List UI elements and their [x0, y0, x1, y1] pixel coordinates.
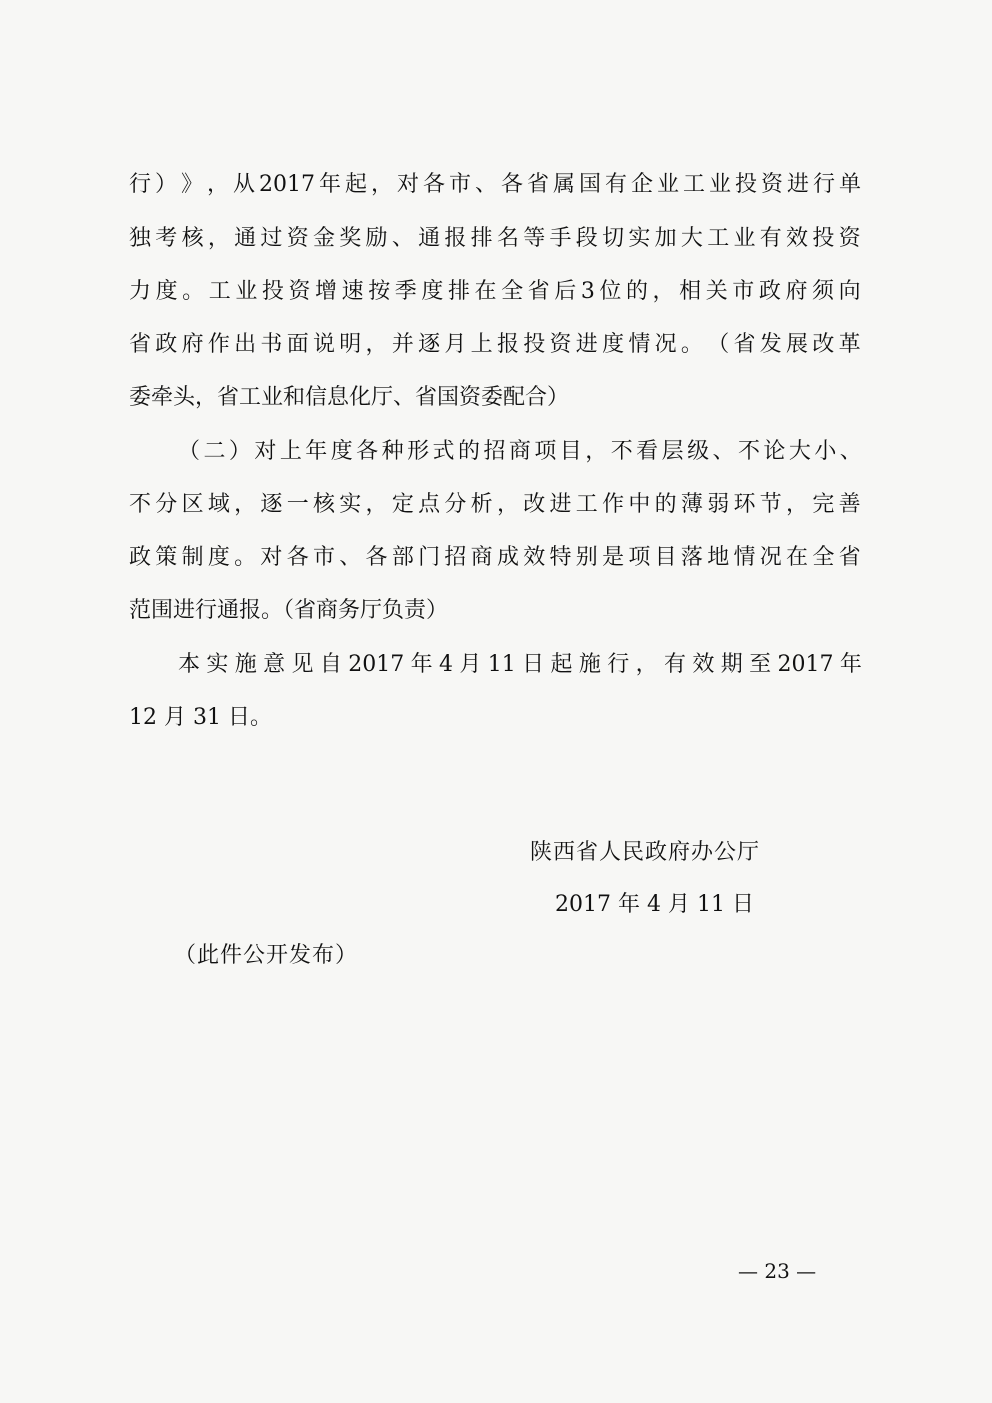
body-line-8: 政 策 制 度 。 对 各 市 、 各 部 门 招 商 成 效 特 别 是 项 目 落 地 情 况 在 全 省	[129, 545, 861, 570]
body-line-4: 省 政 府 作 出 书 面 说 明 ， 并 逐 月 上 报 投 资 进 度 情 况 。 （ 省 发 展 改 革	[129, 332, 861, 357]
release-note: （此件公开发布）	[174, 943, 359, 968]
body-line-2: 独 考 核 ， 通 过 资 金 奖 励 、 通 报 排 名 等 手 段 切 实 加 大 工 业 有 效 投 资	[129, 226, 861, 251]
body-line-3: 力 度 。 工 业 投 资 增 速 按 季 度 排 在 全 省 后 3 位 的 ， 相 关 市 政 府 须 向	[129, 279, 861, 304]
body-line-6: （ 二 ） 对 上 年 度 各 种 形 式 的 招 商 项 目 ， 不 看 层 级 、 不 论 大 小 、	[178, 439, 862, 464]
body-line-1: 行 ） 》 ， 从 2017 年 起 ， 对 各 市 、 各 省 属 国 有 企 业 工 业 投 资 进 行 单	[129, 172, 861, 197]
body-line-10: 本 实 施 意 见 自 2017 年 4 月 11 日 起 施 行 ， 有 效 期 至 2017 年	[178, 652, 862, 677]
body-line-11: 12 月 31 日。	[129, 705, 272, 730]
body-line-5: 委牵头，省工业和信息化厅、省国资委配合）	[129, 385, 570, 410]
signature-issuer: 陕西省人民政府办公厅	[530, 840, 761, 865]
page-number: — 23 —	[738, 1259, 817, 1283]
body-line-9: 范围进行通报。（省商务厅负责）	[129, 598, 449, 623]
signature-date: 2017 年 4 月 11 日	[555, 892, 754, 917]
body-line-7: 不 分 区 域 ， 逐 一 核 实 ， 定 点 分 析 ， 改 进 工 作 中 的 薄 弱 环 节 ， 完 善	[129, 492, 861, 517]
